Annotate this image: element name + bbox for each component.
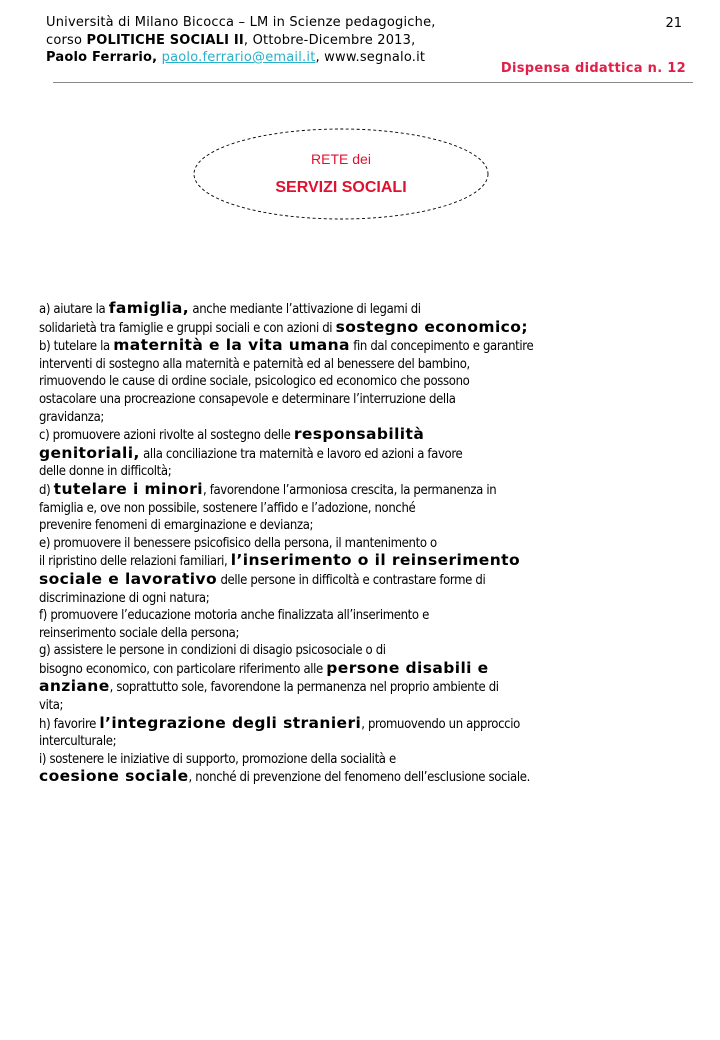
text-line: genitoriali, alla conciliazione tra maternità e lavoro ed azioni a favore [39,443,463,462]
text-line: bisogno economico, con particolare riferimento alle persone disabili e [39,658,489,677]
text-line: anziane, soprattutto sole, favorendone la permanenza nel proprio ambiente di [39,677,499,696]
text-line: f) promuovere l’educazione motoria anche finalizzata all’inserimento e [39,608,429,624]
text-line: discriminazione di ogni natura; [39,590,210,606]
text-line: reinserimento sociale della persona; [39,625,240,641]
author-email-link[interactable]: paolo.ferrario@email.it [161,50,316,65]
text-line: il ripristino delle relazioni familiari, l’inserimento o il reinserimento [39,551,521,570]
text-line: b) tutelare la maternità e la vita umana fin dal concepimento e garantire [39,336,534,355]
text-line: solidarietà tra famiglie e gruppi sociali e con azioni di sostegno economico; [39,317,528,336]
dashed-ellipse-shape [192,127,490,221]
text-line: i) sostenere le iniziative di supporto, promozione della socialità e [39,751,396,767]
header-author: Paolo Ferrario, [46,50,158,65]
page-header [46,14,686,67]
text-line: interventi di sostegno alla maternità e paternità ed al benessere del bambino, [39,356,470,372]
header-course-name: POLITICHE SOCIALI II [86,32,244,48]
text-line: g) assistere le persone in condizioni di disagio psicosociale o di [39,643,386,659]
text-line: e) promuovere il benessere psicofisico della persona, il mantenimento o [39,535,437,551]
page-number: 21 [665,16,682,31]
text-line: ostacolare una procreazione consapevole e determinare l’interruzione della [39,391,456,407]
title-ellipse [192,127,490,221]
ellipse-title-line1: RETE dei [311,151,371,167]
text-line: gravidanza; [39,409,104,425]
text-line: vita; [39,698,64,714]
objectives-list [39,300,679,787]
ellipse-title-line2: SERVIZI SOCIALI [275,179,407,196]
header-site: , www.segnalo.it [315,50,426,65]
text-line: d) tutelare i minori, favorendone l’armoniosa crescita, la permanenza in [39,479,497,498]
text-line: a) aiutare la famiglia, anche mediante l’attivazione di legami di [39,299,421,317]
header-course [46,32,686,50]
text-line: rimuovendo le cause di ordine sociale, psicologico ed economico che possono [39,374,470,390]
header-divider [53,82,693,83]
header-course-dates: , Ottobre-Dicembre 2013, [243,32,416,48]
text-line: prevenire fenomeni di emarginazione e devianza; [39,518,314,534]
header-course-prefix: corso [46,32,87,48]
text-line: h) favorire l’integrazione degli stranieri, promuovendo un approccio [39,713,520,732]
text-line: famiglia e, ove non possibile, sostenere l’affido e l’adozione, nonché [39,500,416,516]
text-line: coesione sociale, nonché di prevenzione del fenomeno dell’esclusione sociale. [39,767,530,786]
text-line: c) promuovere azioni rivolte al sostegno delle responsabilità [39,425,425,444]
text-line: sociale e lavorativo delle persone in difficoltà e contrastare forme di [39,569,486,588]
dispensa-label: Dispensa didattica n. 12 [500,61,686,76]
header-university: Università di Milano Bicocca – LM in Scienze pedagogiche, [46,15,436,30]
text-line: delle donne in difficoltà; [39,464,172,480]
text-line: interculturale; [39,734,117,750]
